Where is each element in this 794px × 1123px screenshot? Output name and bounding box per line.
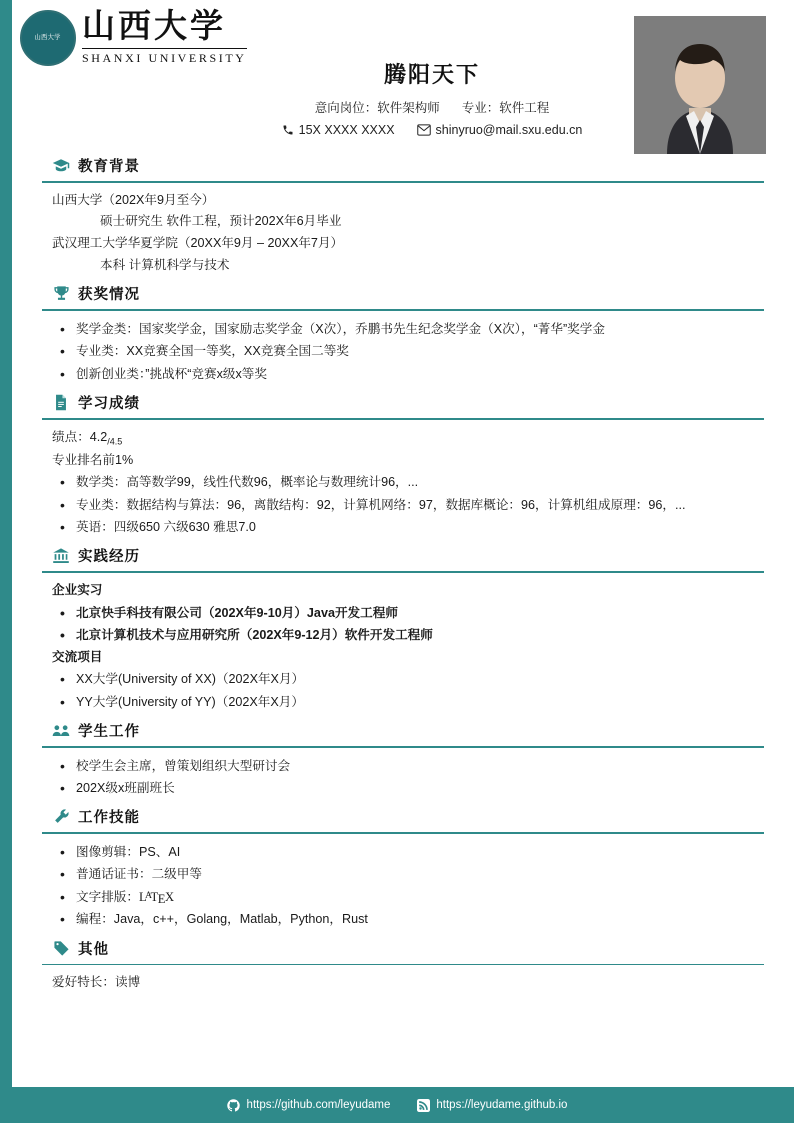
portrait-photo: [634, 16, 766, 154]
education-line: 本科 计算机科学与技术: [100, 257, 230, 272]
section-title: 获奖情况: [78, 287, 140, 304]
list-item-typeset: [60, 886, 764, 908]
latex-logo: $L^ATEX$: [138, 889, 174, 907]
section-divider: [42, 746, 764, 748]
contact-row: [257, 123, 607, 137]
email-address: shinyruo@mail.sxu.edu.cn: [435, 123, 583, 137]
list-item: • 北京快手科技有限公司（202X年9-10月）Java开发工程师: [60, 602, 764, 624]
section-student-work: [42, 720, 764, 799]
education-line: 硕士研究生 软件工程，预计202X年6月毕业: [100, 214, 342, 229]
candidate-name: 腾阳天下: [383, 62, 480, 87]
exchange-list: [42, 668, 764, 713]
section-title: 其他: [78, 941, 109, 958]
section-divider: [42, 571, 764, 573]
list-item: • YY大学(University of YY)（202X年X月）: [60, 691, 764, 713]
phone-number: 15X XXXX XXXX: [298, 123, 395, 137]
section-title: 学习成绩: [78, 396, 140, 413]
phone-contact: [282, 123, 395, 137]
github-link[interactable]: [227, 1098, 391, 1112]
resume-body: [12, 155, 794, 994]
rank-line: 专业排名前1%: [52, 452, 134, 467]
rss-icon: [416, 1098, 430, 1112]
list-item: • 英语：四级650 六级630 雅思7.0: [60, 516, 764, 538]
education-line: 山西大学（202X年9月至今）: [52, 192, 215, 207]
resume-header: [12, 0, 794, 148]
practice-subtitle: 交流项目: [52, 649, 103, 664]
other-line: 爱好特长：读博: [52, 975, 141, 990]
section-title: 实践经历: [78, 549, 140, 566]
section-other: [42, 938, 764, 994]
candidate-meta: [257, 98, 607, 116]
internship-list: [42, 602, 764, 647]
list-item: • 编程：Java，c++，Golang，Matlab，Python，Rust: [60, 908, 764, 930]
major: 专业：软件工程: [461, 101, 550, 115]
list-item: • 专业类：数据结构与算法：96，离散结构：92，计算机网络：97，数据库概论：96，计算机组成原理：96，...: [60, 494, 764, 516]
section-grades: [42, 392, 764, 538]
university-seal-icon: [20, 10, 76, 66]
resume-footer: [0, 1087, 794, 1123]
list-item: • 数学类：高等数学99，线性代数96，概率论与数理统计96，...: [60, 471, 764, 493]
tag-icon: [52, 939, 70, 957]
gpa-value: $4.2_{/4.5}$: [89, 429, 123, 447]
list-item: • 奖学金类：国家奖学金，国家励志奖学金（X次），乔鹏书先生纪念奖学金（X次），“菁华”奖学金: [60, 318, 764, 340]
seal-text: 山西大学: [34, 33, 62, 41]
grades-list: [42, 471, 764, 538]
intent-position: 意向岗位：软件架构师: [314, 101, 440, 115]
section-divider: [42, 964, 764, 966]
gpa-row: [42, 427, 764, 450]
section-skills: [42, 806, 764, 930]
gpa-label: 绩点：: [52, 429, 90, 444]
list-item: • 图像剪辑：PS、AI: [60, 841, 764, 863]
university-name-en: SHANXI UNIVERSITY: [82, 48, 247, 66]
section-awards: [42, 283, 764, 385]
university-name-cn: 山西大学: [82, 9, 226, 46]
bank-icon: [52, 547, 70, 565]
section-practice: [42, 545, 764, 713]
section-title: 学生工作: [78, 724, 140, 741]
section-education: [42, 155, 764, 276]
graduation-cap-icon: [52, 157, 70, 175]
list-item: • 专业类：XX竞赛全国一等奖，XX竞赛全国二等奖: [60, 340, 764, 362]
resume-page: [12, 0, 794, 1123]
wrench-icon: [52, 808, 70, 826]
university-logo: [20, 10, 247, 66]
awards-list: [42, 318, 764, 385]
github-url: https://github.com/leyudame: [246, 1099, 391, 1111]
typeset-label: 文字排版：: [76, 889, 139, 904]
list-item: • XX大学(University of XX)（202X年X月）: [60, 668, 764, 690]
list-item: • 202X级x班副班长: [60, 777, 764, 799]
candidate-block: [257, 58, 607, 137]
homepage-url: https://leyudame.github.io: [436, 1099, 568, 1111]
student-work-list: [42, 755, 764, 800]
github-icon: [227, 1098, 241, 1112]
section-divider: [42, 309, 764, 311]
section-divider: [42, 832, 764, 834]
skills-list: [42, 841, 764, 931]
people-icon: [52, 722, 70, 740]
list-item: • 普通话证书：二级甲等: [60, 863, 764, 885]
list-item: • 校学生会主席，曾策划组织大型研讨会: [60, 755, 764, 777]
envelope-icon: [417, 124, 431, 136]
list-item: • 创新创业类：”挑战杯“竞赛x级x等奖: [60, 363, 764, 385]
section-divider: [42, 418, 764, 420]
list-item: • 北京计算机技术与应用研究所（202X年9-12月）软件开发工程师: [60, 624, 764, 646]
education-line: 武汉理工大学华夏学院（20XX年9月 – 20XX年7月）: [52, 235, 344, 250]
homepage-link[interactable]: [416, 1098, 567, 1112]
practice-subtitle: 企业实习: [52, 583, 103, 598]
section-divider: [42, 181, 764, 183]
email-contact[interactable]: [417, 123, 583, 137]
document-icon: [52, 394, 70, 412]
section-title: 工作技能: [78, 810, 140, 827]
left-accent-bar: [0, 0, 12, 1123]
phone-icon: [282, 124, 294, 136]
trophy-icon: [52, 285, 70, 303]
section-title: 教育背景: [78, 159, 140, 175]
